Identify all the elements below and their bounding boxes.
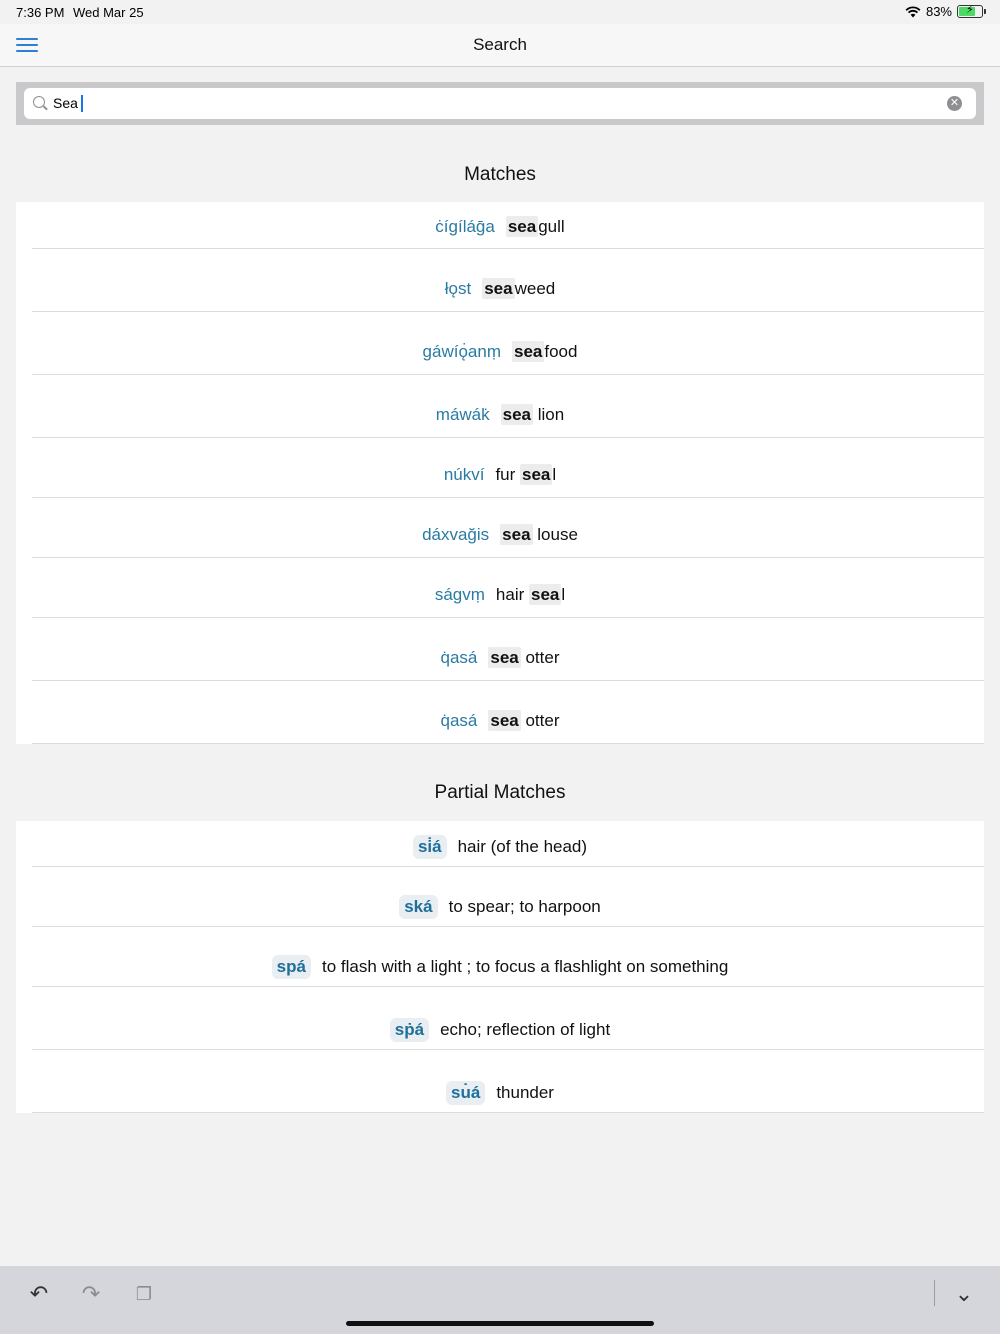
- partial-matches-list: [16, 821, 984, 1113]
- list-item-content: [16, 217, 984, 237]
- match-highlight: sea: [490, 711, 519, 730]
- entry-word-chip: ská: [399, 895, 437, 919]
- list-item[interactable]: [16, 249, 984, 312]
- search-input[interactable]: [53, 88, 933, 119]
- entry-definition: hair (of the head): [457, 837, 588, 856]
- translation-prefix: fur: [495, 465, 521, 484]
- list-item[interactable]: [16, 202, 984, 249]
- row-separator: [32, 743, 984, 744]
- search-icon: [33, 96, 45, 108]
- entry-word: máwák̇: [435, 405, 490, 424]
- entry-word: łǫst: [444, 279, 472, 298]
- list-item[interactable]: [16, 987, 984, 1050]
- entry-definition: echo; reflection of light: [440, 1020, 611, 1039]
- entry-word-chip: su̇á: [446, 1081, 485, 1105]
- list-item[interactable]: [16, 867, 984, 927]
- translation-suffix: otter: [520, 711, 560, 730]
- entry-translation: [495, 465, 556, 485]
- list-item-content: [16, 1018, 984, 1042]
- list-item[interactable]: [16, 927, 984, 987]
- undo-icon[interactable]: ↶: [29, 1281, 49, 1306]
- match-highlight: sea: [502, 525, 531, 544]
- search-bar: [16, 82, 984, 125]
- entry-translation: [496, 585, 565, 605]
- translation-suffix: l: [561, 585, 566, 604]
- entry-translation: [500, 525, 578, 545]
- battery-percent: 83%: [925, 4, 952, 19]
- chevron-down-icon[interactable]: ⌄: [954, 1281, 974, 1306]
- list-item-content: [16, 525, 984, 545]
- matches-list: [16, 202, 984, 744]
- wifi-icon: [905, 6, 921, 18]
- entry-word: dáxvağis: [422, 525, 490, 544]
- translation-suffix: food: [544, 342, 578, 361]
- search-box[interactable]: [24, 88, 976, 119]
- entry-translation: [482, 279, 555, 299]
- entry-word: ságvṃ: [434, 585, 485, 604]
- list-item[interactable]: [16, 1050, 984, 1113]
- match-highlight: sea: [502, 405, 532, 424]
- partial-matches-heading: Partial Matches: [434, 782, 566, 803]
- translation-suffix: weed: [514, 279, 556, 298]
- translation-prefix: hair: [495, 585, 529, 604]
- entry-translation: [488, 711, 559, 731]
- match-highlight: sea: [513, 342, 543, 361]
- status-bar: [0, 0, 1000, 24]
- list-item[interactable]: [16, 438, 984, 498]
- list-item-content: [16, 405, 984, 425]
- list-item-content: [16, 835, 984, 859]
- list-item-content: [16, 585, 984, 605]
- list-item-content: [16, 711, 984, 731]
- translation-suffix: lion: [533, 405, 565, 424]
- list-item-content: [16, 465, 984, 485]
- entry-word-chip: sṗá: [390, 1018, 429, 1042]
- entry-word-chip: spá: [272, 955, 311, 979]
- match-highlight: sea: [522, 465, 551, 484]
- list-item-content: [16, 955, 984, 979]
- entry-translation: [506, 217, 565, 237]
- list-item[interactable]: [16, 375, 984, 438]
- entry-word: gáwíǫ̇anṃ: [422, 342, 501, 361]
- translation-suffix: l: [552, 465, 557, 484]
- status-date: Wed Mar 25: [73, 5, 144, 20]
- list-item[interactable]: [16, 681, 984, 744]
- paste-icon[interactable]: ❐: [135, 1284, 153, 1304]
- status-time: 7:36 PM: [16, 5, 65, 20]
- page-title: Search: [473, 35, 527, 54]
- clear-icon[interactable]: ✕: [947, 96, 962, 111]
- list-item[interactable]: [16, 558, 984, 618]
- list-item-content: [16, 648, 984, 668]
- nav-bar: [0, 24, 1000, 67]
- entry-word: q̇asá: [440, 648, 478, 667]
- entry-word-chip: si̇á: [413, 835, 447, 859]
- translation-suffix: gull: [538, 217, 565, 236]
- text-caret: [81, 95, 83, 112]
- status-right: [905, 4, 986, 19]
- translation-suffix: otter: [520, 648, 560, 667]
- list-item-content: [16, 342, 984, 362]
- list-item[interactable]: [16, 312, 984, 375]
- entry-definition: thunder: [496, 1083, 554, 1102]
- entry-word: ċígíláḡa: [435, 217, 495, 236]
- list-item-content: [16, 279, 984, 299]
- match-highlight: sea: [507, 217, 537, 236]
- list-item[interactable]: [16, 821, 984, 867]
- translation-suffix: louse: [532, 525, 578, 544]
- entry-translation: [512, 342, 577, 362]
- toolbar-divider: [934, 1280, 935, 1306]
- match-highlight: sea: [484, 279, 513, 298]
- matches-heading: Matches: [464, 164, 536, 185]
- entry-definition: to flash with a light ; to focus a flashlight on something: [321, 957, 729, 976]
- list-item[interactable]: [16, 498, 984, 558]
- entry-translation: [488, 648, 559, 668]
- entry-translation: [501, 405, 565, 425]
- entry-word: q̇asá: [440, 711, 478, 730]
- redo-icon[interactable]: ↷: [81, 1281, 101, 1306]
- list-item[interactable]: [16, 618, 984, 681]
- list-item-content: [16, 1081, 984, 1105]
- home-indicator: [346, 1321, 654, 1326]
- row-separator: [32, 1112, 984, 1113]
- entry-definition: to spear; to harpoon: [448, 897, 601, 916]
- entry-word: núkví: [443, 465, 485, 484]
- list-item-content: [16, 895, 984, 919]
- battery-icon: ⚡: [957, 5, 983, 18]
- match-highlight: sea: [490, 648, 519, 667]
- match-highlight: sea: [531, 585, 560, 604]
